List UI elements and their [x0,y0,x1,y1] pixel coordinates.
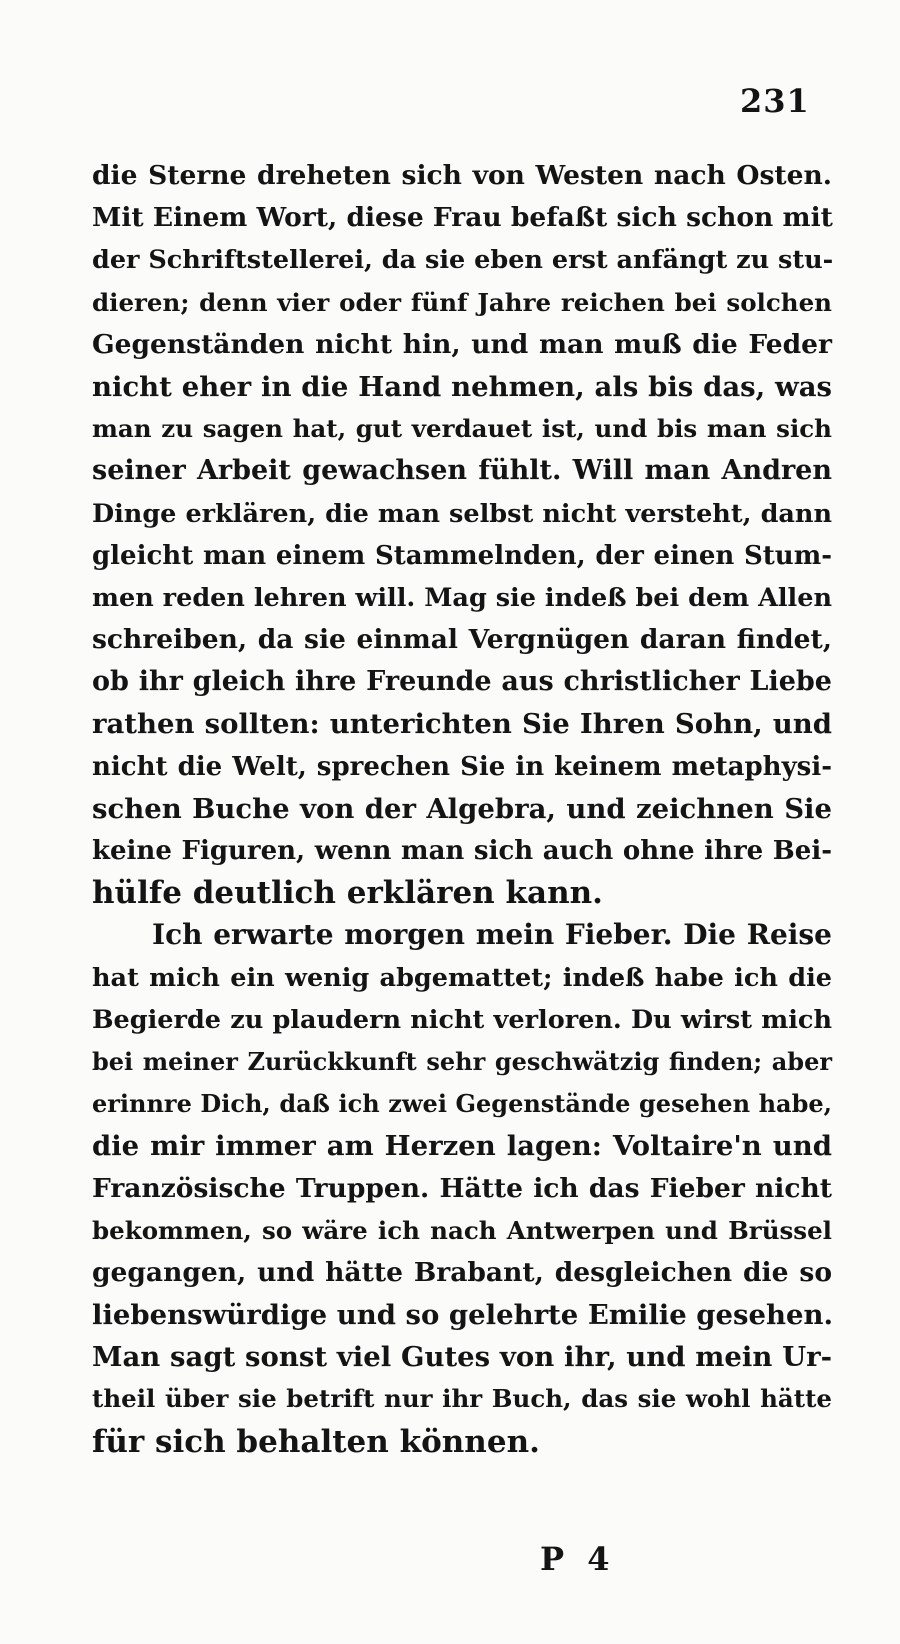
text-line: bei meiner Zurückkunft sehr geschwätzig finden; aber [92,1046,832,1076]
text-line: Ich erwarte morgen mein Fieber. Die Reise [152,918,832,952]
text-line: keine Figuren, wenn man sich auch ohne ihre Bei- [92,836,832,866]
text-line: schreiben, da sie einmal Vergnügen daran findet, [92,624,832,656]
text-line: die mir immer am Herzen lagen: Voltaire'n und [92,1130,832,1163]
text-line: Begierde zu plaudern nicht verloren. Du wirst mich [92,1004,832,1035]
paragraph-2 [92,914,832,1462]
text-line: der Schriftstellerei, da sie eben erst anfängt zu stu- [92,245,834,276]
text-line: hat mich ein wenig abgemattet; indeß habe ich die [92,962,832,993]
text-line: schen Buche von der Algebra, und zeichnen Sie [92,792,832,825]
text-line: für sich behalten können. [92,1423,540,1460]
text-line: nicht eher in die Hand nehmen, als bis das, was [92,370,832,403]
page-number: 231 [740,82,810,120]
text-line: Gegenständen nicht hin, und man muß die Feder [92,328,832,360]
text-line: nicht die Welt, sprechen Sie in keinem metaphysi- [92,751,832,782]
text-line: men reden lehren will. Mag sie indeß bei dem Allen [92,582,832,613]
text-line: erinnre Dich, daß ich zwei Gegenstände gesehen habe, [92,1089,832,1119]
text-line: Mit Einem Wort, diese Frau befaßt sich schon mit [92,202,833,234]
text-line: dieren; denn vier oder fünf Jahre reichen bei solchen [92,287,832,317]
text-line: Man sagt sonst viel Gutes von ihr, und mein Ur- [92,1341,832,1374]
text-line: theil über sie betrift nur ihr Buch, das sie wohl hätte [92,1384,832,1414]
text-line: gegangen, und hätte Brabant, desgleichen die so [92,1256,832,1288]
text-line: seiner Arbeit gewachsen fühlt. Will man Andren [92,455,832,487]
text-line: hülfe deutlich erklären kann. [92,875,603,912]
body-text [92,155,832,1463]
text-line: gleicht man einem Stammelnden, der einen Stum- [92,540,832,571]
text-line: liebenswürdige und so gelehrte Emilie gesehen. [92,1299,834,1332]
printer-signature-mark: P 4 [540,1540,616,1578]
paragraph-1 [92,155,832,914]
text-line: die Sterne dreheten sich von Westen nach Osten. [92,160,832,191]
text-line: Französische Truppen. Hätte ich das Fieber nicht [92,1172,832,1204]
text-line: ob ihr gleich ihre Freunde aus christlicher Liebe [92,666,832,698]
text-line: Dinge erklären, die man selbst nicht versteht, dann [92,498,832,529]
text-line: man zu sagen hat, gut verdauet ist, und bis man sich [92,414,832,444]
text-line: rathen sollten: unterichten Sie Ihren Sohn, und [92,708,832,741]
text-line: bekommen, so wäre ich nach Antwerpen und Brüssel [92,1215,832,1245]
